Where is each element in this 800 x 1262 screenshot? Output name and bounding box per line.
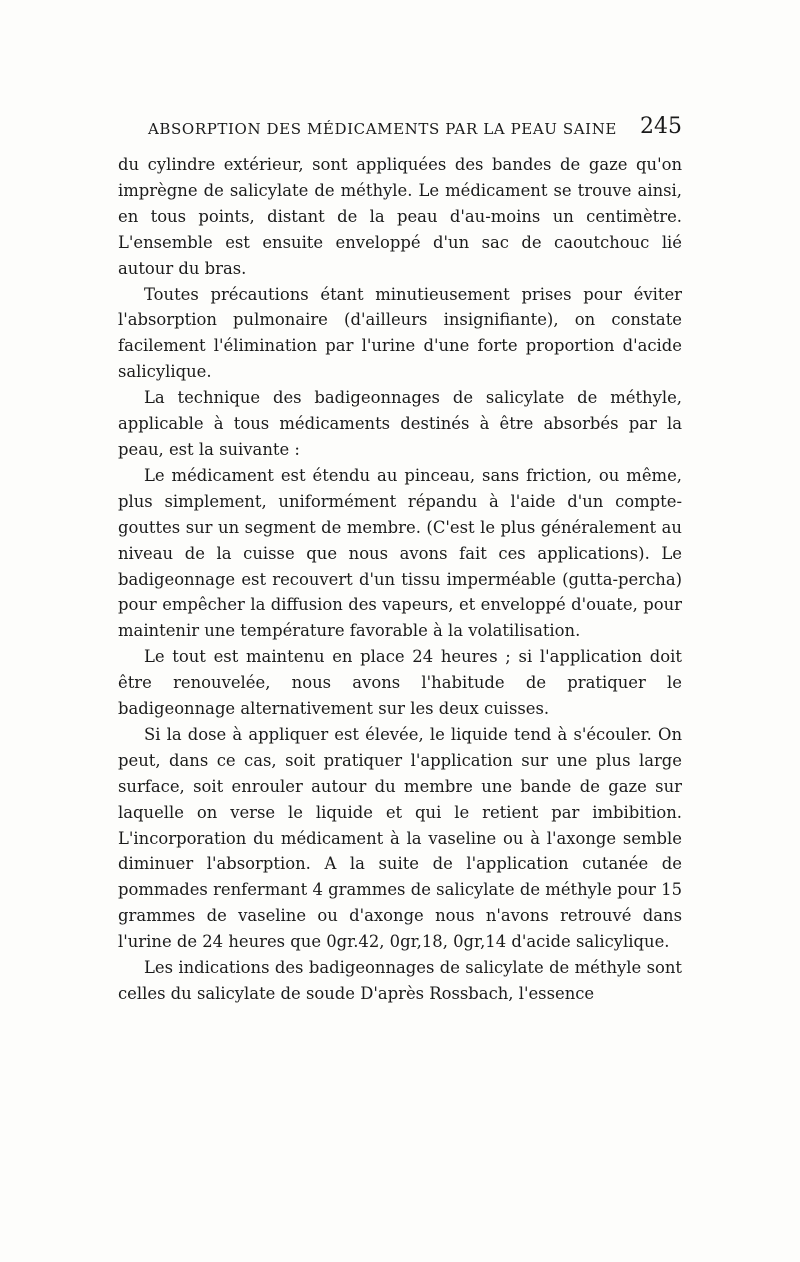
paragraph-3: La technique des badigeonnages de salicylate de méthyle, applicable à tous médicaments destinés à être absorbés par la peau, est la suivante :	[118, 388, 682, 459]
running-title: ABSORPTION DES MÉDICAMENTS PAR LA PEAU SAINE	[148, 120, 617, 138]
paragraph-5: Le tout est maintenu en place 24 heures ; si l'application doit être renouvelée, nous avons l'habitude de pratiquer le badigeonnage alternativement sur les deux cuisses.	[118, 647, 682, 719]
paragraph-1: du cylindre extérieur, sont appliquées des bandes de gaze qu'on imprègne de salicylate de méthyle. Le médicament se trouve ainsi, en tous points, distant de la peau d'au-moins un centimètre. L'ensemble est ensuite enveloppé d'un sac de caoutchouc lié autour du bras.	[118, 155, 682, 278]
paragraph-6: Si la dose à appliquer est élevée, le liquide tend à s'écouler. On peut, dans ce cas, soit pratiquer l'application sur une plus large surface, soit enrouler autour du membre une bande de gaze sur laquelle on verse le liquide et qui le retient par imbibition. L'incorporation du médicament à la vaseline ou à l'axonge semble diminuer l'absorption. A la suite de l'application cutanée de pommades renfermant 4 grammes de salicylate de méthyle pour 15 grammes de vaseline ou d'axonge nous n'avons retrouvé dans l'urine de 24 heures que 0gr.42, 0gr,18, 0gr,14 d'acide salicylique.	[118, 724, 682, 952]
running-head	[148, 114, 682, 144]
paragraph-2: Toutes précautions étant minutieusement prises pour éviter l'absorption pulmonaire (d'ailleurs insignifiante), on constate facilement l'élimination par l'urine d'une forte proportion d'acide salicylique.	[118, 284, 682, 382]
paragraph-7: Les indications des badigeonnages de salicylate de méthyle sont celles du salicylate de soude D'après Rossbach, l'essence	[118, 958, 682, 1003]
paragraph-4: Le médicament est étendu au pinceau, sans friction, ou même, plus simplement, uniformément répandu à l'aide d'un compte-gouttes sur un segment de membre. (C'est le plus généralement au niveau de la cuisse que nous avons fait ces applications). Le badigeonnage est recouvert d'un tissu imperméable (gutta-percha) pour empêcher la diffusion des vapeurs, et enveloppé d'ouate, pour maintenir une température favorable à la volatilisation.	[118, 465, 682, 641]
page-number: 245	[640, 114, 682, 139]
body-text	[118, 152, 682, 1007]
